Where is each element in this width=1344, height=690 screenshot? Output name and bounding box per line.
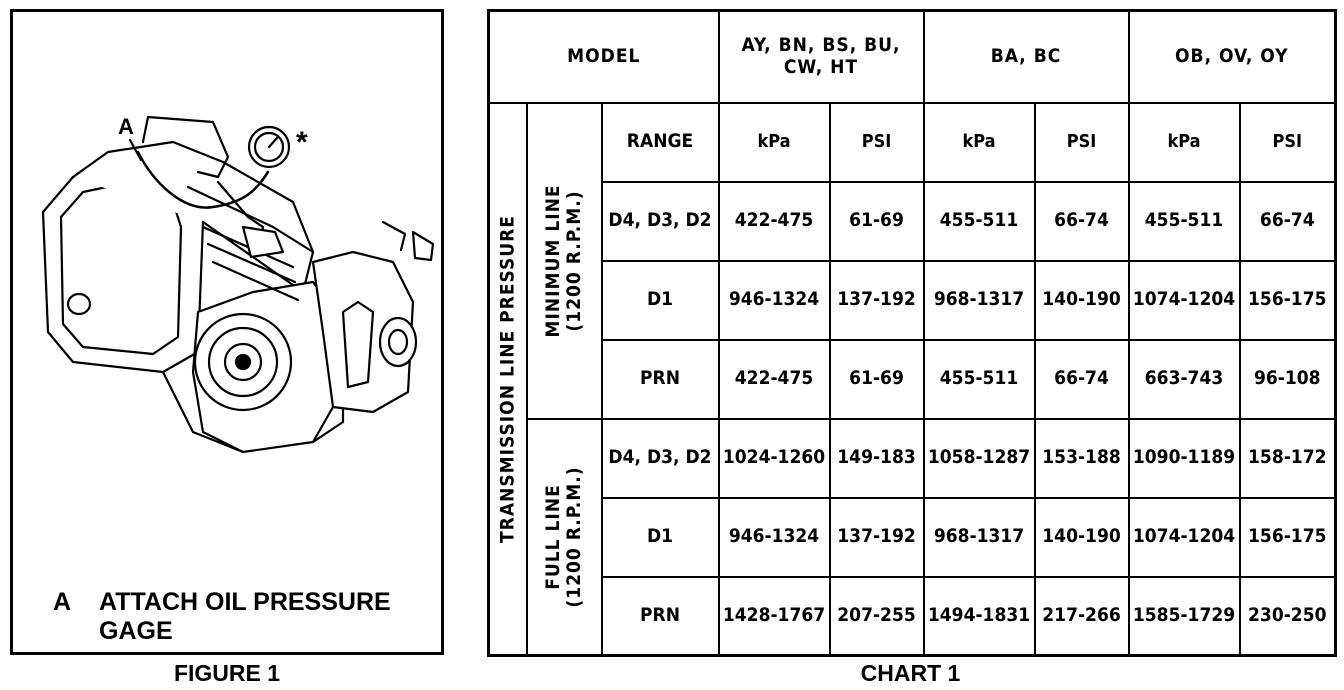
value-cell: 1585-1729 [1129, 577, 1240, 656]
value-cell: 66-74 [1240, 182, 1336, 261]
value-cell: 968-1317 [924, 498, 1035, 577]
group-header: OB, OV, OY [1129, 11, 1336, 103]
unit-header: PSI [1035, 103, 1129, 182]
range-cell: D1 [602, 261, 719, 340]
value-cell: 1024-1260 [719, 419, 830, 498]
value-cell: 422-475 [719, 340, 830, 419]
range-header: RANGE [602, 103, 719, 182]
value-cell: 663-743 [1129, 340, 1240, 419]
value-cell: 217-266 [1035, 577, 1129, 656]
chart-label: CHART 1 [860, 660, 961, 686]
value-cell: 137-192 [830, 498, 924, 577]
value-cell: 230-250 [1240, 577, 1336, 656]
value-cell: 140-190 [1035, 261, 1129, 340]
table-row [489, 261, 1336, 340]
full-line-label-cell [527, 419, 602, 656]
side-label-cell [489, 103, 527, 656]
table-row [489, 419, 1336, 498]
value-cell: 153-188 [1035, 419, 1129, 498]
unit-header: PSI [830, 103, 924, 182]
unit-header: PSI [1240, 103, 1336, 182]
range-cell: PRN [602, 577, 719, 656]
full-line-label: FULL LINE (1200 R.P.M.) [542, 466, 585, 608]
range-cell: D4, D3, D2 [602, 419, 719, 498]
value-cell: 1428-1767 [719, 577, 830, 656]
range-cell: D4, D3, D2 [602, 182, 719, 261]
transmission-illustration [13, 12, 441, 572]
minimum-line-label-cell [527, 103, 602, 419]
value-cell: 422-475 [719, 182, 830, 261]
side-label: TRANSMISSION LINE PRESSURE [496, 214, 519, 543]
value-cell: 455-511 [1129, 182, 1240, 261]
value-cell: 158-172 [1240, 419, 1336, 498]
value-cell: 61-69 [830, 340, 924, 419]
group-header: AY, BN, BS, BU, CW, HT [719, 11, 924, 103]
value-cell: 1074-1204 [1129, 261, 1240, 340]
table-row [489, 340, 1336, 419]
unit-header: kPa [1129, 103, 1240, 182]
range-cell: D1 [602, 498, 719, 577]
value-cell: 455-511 [924, 340, 1035, 419]
value-cell: 137-192 [830, 261, 924, 340]
value-cell: 1058-1287 [924, 419, 1035, 498]
value-cell: 61-69 [830, 182, 924, 261]
value-cell: 1494-1831 [924, 577, 1035, 656]
table-row [489, 182, 1336, 261]
minimum-line-label: MINIMUM LINE (1200 R.P.M.) [542, 183, 585, 338]
value-cell: 156-175 [1240, 261, 1336, 340]
line-pressure-table [487, 9, 1337, 657]
unit-header-row [489, 103, 1336, 182]
value-cell: 140-190 [1035, 498, 1129, 577]
value-cell: 66-74 [1035, 340, 1129, 419]
callout-a-label: A [118, 114, 134, 139]
figure-panel [10, 9, 444, 655]
value-cell: 149-183 [830, 419, 924, 498]
value-cell: 1090-1189 [1129, 419, 1240, 498]
caption-letter: A [53, 588, 72, 616]
value-cell: 156-175 [1240, 498, 1336, 577]
caption-text: ATTACH OIL PRESSURE GAGE [99, 588, 391, 645]
table-row [489, 577, 1336, 656]
range-cell: PRN [602, 340, 719, 419]
group-header: BA, BC [924, 11, 1129, 103]
unit-header: kPa [719, 103, 830, 182]
value-cell: 1074-1204 [1129, 498, 1240, 577]
table-row [489, 498, 1336, 577]
value-cell: 946-1324 [719, 261, 830, 340]
value-cell: 207-255 [830, 577, 924, 656]
callout-star-label: * [296, 126, 308, 159]
model-header-row [489, 11, 1336, 103]
value-cell: 96-108 [1240, 340, 1336, 419]
value-cell: 946-1324 [719, 498, 830, 577]
value-cell: 455-511 [924, 182, 1035, 261]
value-cell: 66-74 [1035, 182, 1129, 261]
figure-label: FIGURE 1 [173, 660, 281, 686]
unit-header: kPa [924, 103, 1035, 182]
value-cell: 968-1317 [924, 261, 1035, 340]
model-header: MODEL [489, 11, 719, 103]
